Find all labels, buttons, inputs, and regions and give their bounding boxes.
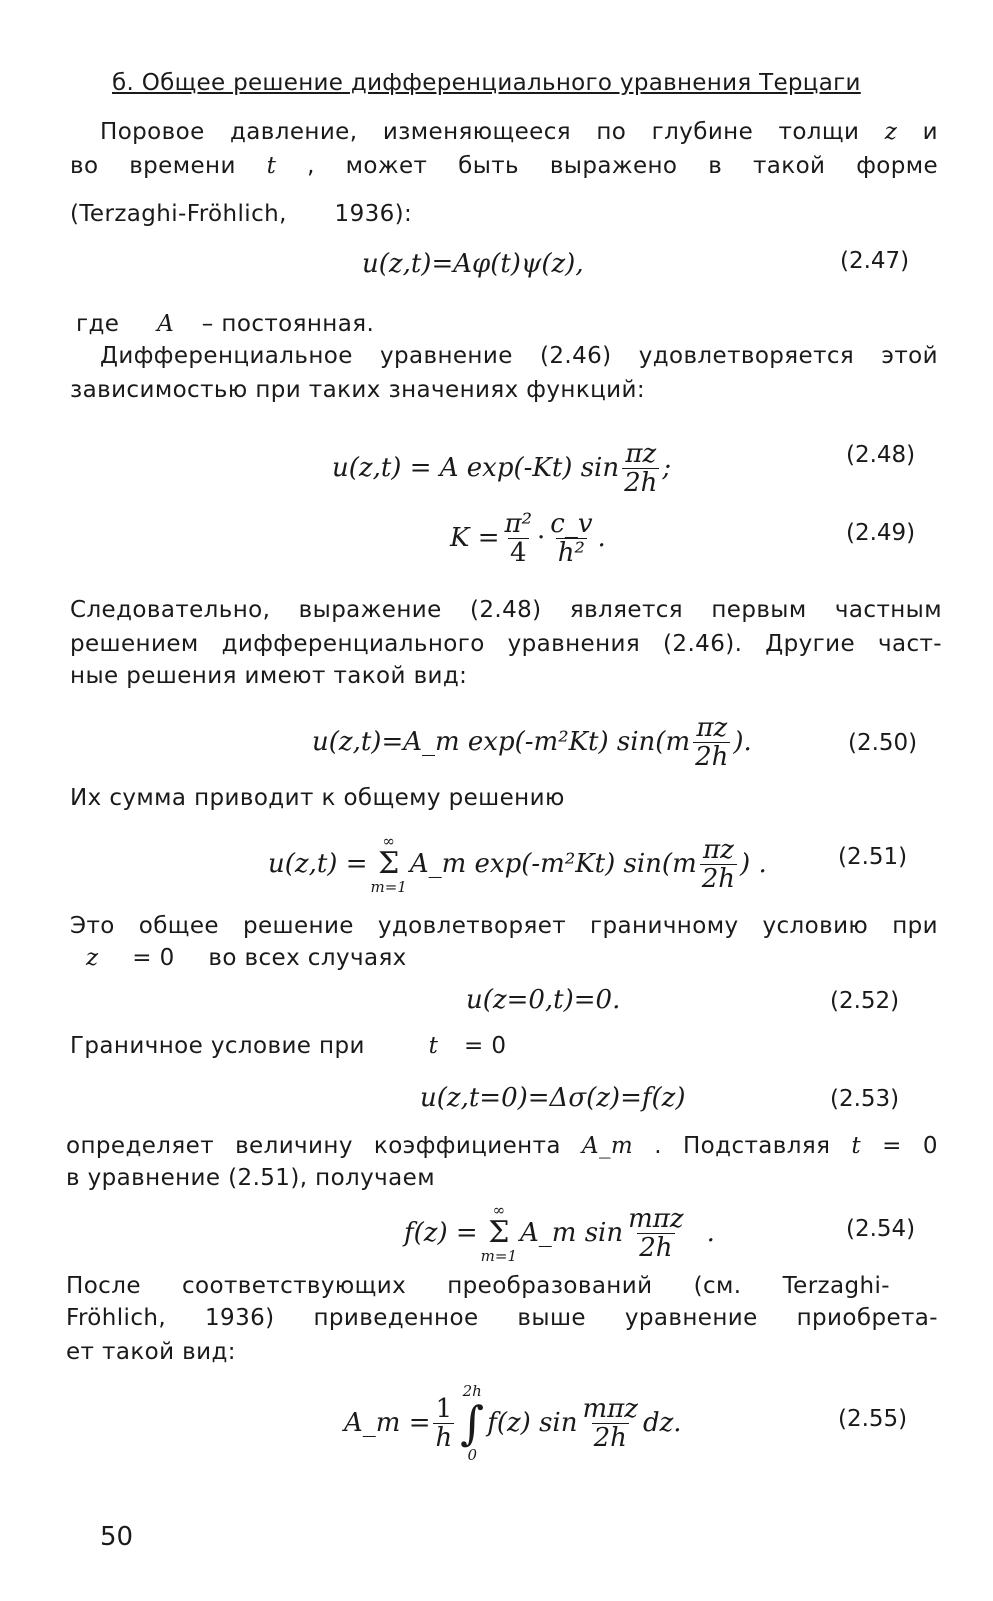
paragraph-line: в уравнение (2.51), получаем [66, 1165, 435, 1191]
equation-number: (2.54) [846, 1216, 916, 1242]
equation-number: (2.53) [830, 1086, 900, 1112]
paragraph-line: Их сумма приводит к общему решению [70, 785, 565, 811]
paragraph-line: Граничное условие при t = 0 [70, 1033, 507, 1059]
fraction: $\frac{c\_v}{\text{h²}}$ [550, 508, 593, 568]
equation-2-47: u(z,t)=Aφ(t)ψ(z), [362, 249, 584, 279]
equation-2-49: K = $\frac{\text{π²}}{4}$ · $\frac{c\_v}{\text{h²}}$ . [450, 508, 606, 568]
sum-operator: ∞ Σ m=1 [480, 1201, 518, 1265]
equation-2-53: u(z,t=0)=Δσ(z)=f(z) [420, 1083, 686, 1113]
paragraph-line: Поровое давление, изменяющееся по глубине толщи z и [100, 119, 938, 145]
paragraph-line: После соответствующих преобразований (см. Terzaghi- [66, 1273, 890, 1299]
paragraph-line: ет такой вид: [66, 1339, 236, 1365]
equation-2-52: u(z=0,t)=0. [466, 985, 621, 1015]
equation-number: (2.55) [838, 1406, 908, 1432]
fraction: $\frac{\text{π²}}{4}$ [504, 508, 532, 568]
paragraph-line: Следовательно, выражение (2.48) является первым частным [70, 597, 942, 623]
equation-2-48: u(z,t) = A exp(-Kt) sin $\frac{\pi z}{2h}$ ; [332, 438, 672, 498]
equation-number: (2.52) [830, 988, 900, 1014]
paragraph-line: определяет величину коэффициента A_m . Подставляя t = 0 [66, 1133, 938, 1159]
paragraph-line: Это общее решение удовлетворяет граничному условию при [70, 913, 938, 939]
section-title: б. Общее решение дифференциального уравнения Терцаги [112, 70, 861, 96]
page-number: 50 [100, 1522, 134, 1552]
equation-number: (2.51) [838, 844, 908, 870]
paragraph-line: ные решения имеют такой вид: [70, 663, 468, 689]
paragraph-line: (Terzaghi-Fröhlich, 1936): [70, 201, 413, 227]
equation-2-51: u(z,t) = ∞ Σ m=1 A_m exp(-m²Kt) sin(m $\frac{\pi z}{2h}$ ) . [268, 832, 767, 896]
equation-number: (2.50) [848, 730, 918, 756]
equation-number: (2.47) [840, 248, 910, 274]
equation-number: (2.48) [846, 442, 916, 468]
paragraph-line: Fröhlich, 1936) приведенное выше уравнение приобрета- [66, 1305, 938, 1331]
paragraph-line: решением дифференциального уравнения (2.46). Другие част- [70, 631, 942, 657]
fraction: $\frac{\pi z}{2h}$ [624, 438, 658, 498]
fraction: $\frac{\text{mπz}}{2h}$ [582, 1393, 638, 1453]
fraction: $\frac{\pi z}{2h}$ [695, 712, 729, 772]
equation-number: (2.49) [846, 520, 916, 546]
equation-2-55: A_m = $\frac{1}{h}$ 2h ∫ 0 f(z) sin $\frac{\text{mπz}}{2h}$ dz. [344, 1382, 682, 1464]
paragraph-line: где A – постоянная. [76, 311, 375, 337]
equation-2-54: f(z) = ∞ Σ m=1 A_m sin $\frac{\text{mπz}}{2h}$ . [404, 1201, 715, 1265]
fraction: $\frac{\text{mπz}}{2h}$ [628, 1203, 684, 1263]
integral-operator: 2h ∫ 0 [460, 1382, 485, 1464]
fraction: $\frac{\pi z}{2h}$ [701, 834, 736, 894]
fraction: $\frac{1}{h}$ [435, 1393, 453, 1453]
paragraph-line: Дифференциальное уравнение (2.46) удовлетворяется этой [100, 343, 938, 369]
paragraph-line: зависимостью при таких значениях функций: [70, 377, 646, 403]
paragraph-line: z = 0 во всех случаях [86, 945, 407, 971]
equation-2-50: u(z,t)=A_m exp(-m²Kt) sin(m $\frac{\pi z}{2h}$ ). [312, 712, 752, 772]
sum-operator: ∞ Σ m=1 [370, 832, 407, 896]
paragraph-line: во времени t , может быть выражено в такой форме [70, 153, 939, 179]
